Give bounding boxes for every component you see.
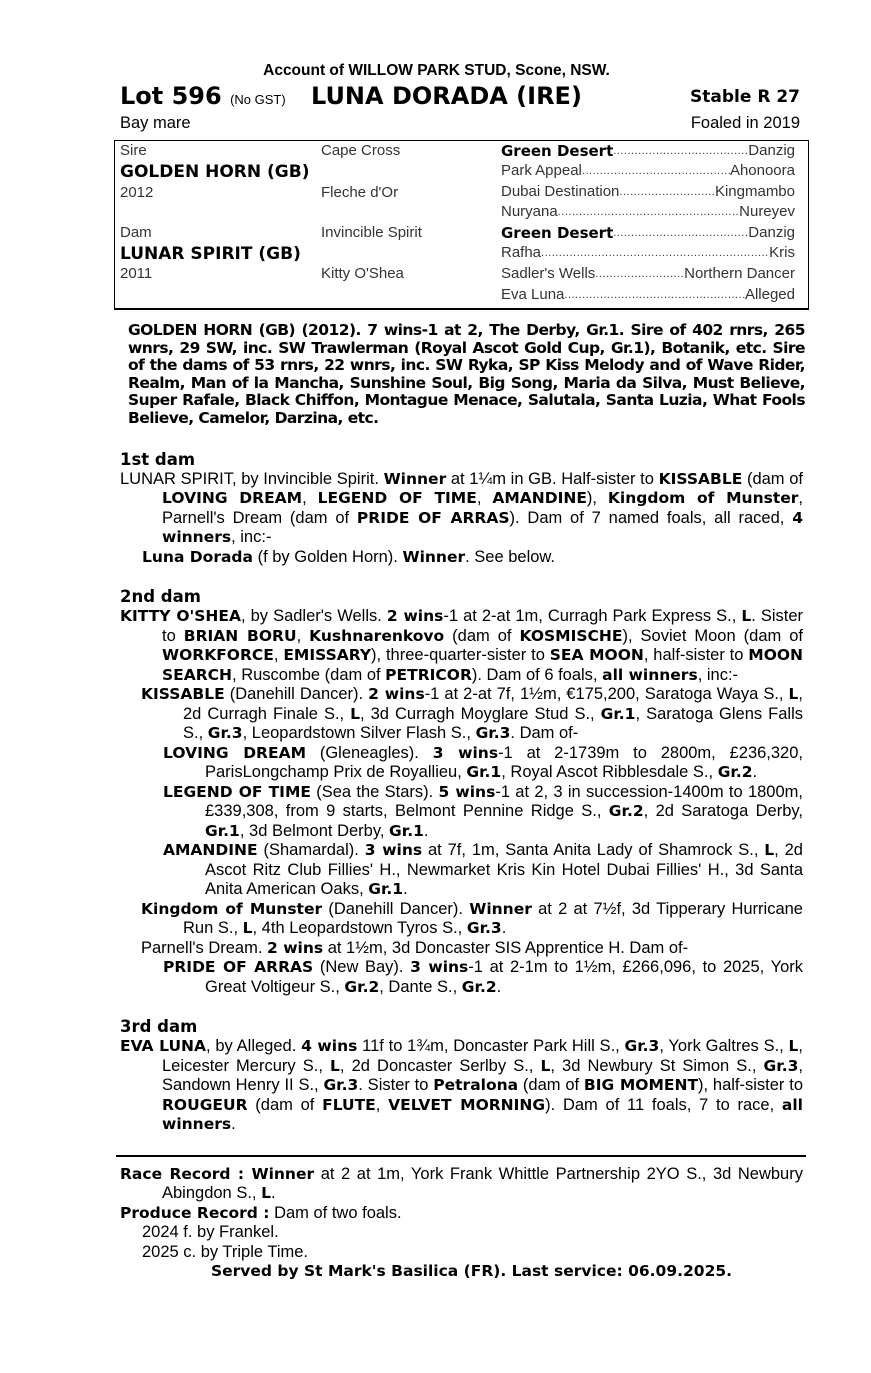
dot-leader xyxy=(582,162,730,179)
great-grandparent-name: Sadler's Wells xyxy=(501,265,596,282)
great-grandparent-sire: Kingmambo xyxy=(714,183,795,200)
great-grandparent-row xyxy=(501,162,795,179)
great-grandparent-name: Dubai Destination xyxy=(501,183,620,200)
produce-record: Produce Record : Dam of two foals. xyxy=(120,1203,402,1222)
dam-year: 2011 xyxy=(120,265,153,282)
dot-leader xyxy=(564,286,745,303)
great-grandparent-row xyxy=(501,286,795,303)
sire-dam: Fleche d'Or xyxy=(321,184,399,201)
dot-leader xyxy=(613,142,748,160)
title-row xyxy=(120,82,803,112)
sex-row xyxy=(120,112,803,136)
first-dam-entry: LUNAR SPIRIT, by Invincible Spirit. Winner at 1¼m in GB. Half-sister to KISSABLE (dam of LOVING DREAM, LEGEND OF TIME, AMANDINE), Kingdom of Munster, Parnell's Dream (dam of PRIDE OF ARRAS). Dam of 7 named foals, all raced, 4 winners, inc:- xyxy=(120,469,804,547)
great-grandparent-name: Park Appeal xyxy=(501,162,582,179)
great-grandparent-name: Nuryana xyxy=(501,203,558,220)
race-record: Race Record : Winner at 2 at 1m, York Frank Whittle Partnership 2YO S., 3d Newbury Abingdon S., L. xyxy=(120,1164,803,1203)
great-grandparent-row xyxy=(501,265,795,282)
sire-sire: Cape Cross xyxy=(321,142,401,159)
dot-leader xyxy=(619,183,715,200)
pedigree-table xyxy=(114,140,809,310)
legend-of-time-entry: LEGEND OF TIME (Sea the Stars). 5 wins-1 at 2, 3 in succession-1400m to 1800m, £339,308, from 9 starts, Belmont Pennine Ridge S., Gr.2, 2d Saratoga Derby, Gr.1, 3d Belmont Derby, Gr.1. xyxy=(163,782,804,840)
dam-label: Dam xyxy=(120,224,152,241)
great-grandparent-sire: Danzig xyxy=(748,224,795,241)
great-grandparent-sire: Northern Dancer xyxy=(684,265,795,282)
gst-note: (No GST) xyxy=(230,92,286,107)
first-dam-foal: Luna Dorada (f by Golden Horn). Winner. See below. xyxy=(142,547,556,566)
section-divider xyxy=(116,1155,806,1157)
parnells-dream-entry: Parnell's Dream. 2 wins at 1½m, 3d Doncaster SIS Apprentice H. Dam of- xyxy=(141,938,689,957)
catalogue-page xyxy=(120,62,803,1280)
sire-summary: GOLDEN HORN (GB) (2012). 7 wins-1 at 2, The Derby, Gr.1. Sire of 402 rnrs, 265 wnrs, 29 SW, inc. SW Trawlerman (Royal Ascot Gold Cup, Gr.1), Botanik, etc. Sire of the dams of 53 rnrs, 22 wnrs, inc. SW Ryka, SP Kiss Melody and of Wave Rider, Realm, Man of la Mancha, Sunshine Soul, Big Song, Maria da Silva, Must Believe, Super Rafale, Black Chiffon, Montague Menace, Salutala, Santa Luzia, What Fools Believe, Camelor, Darzina, etc. xyxy=(128,321,805,427)
great-grandparent-name: Green Desert xyxy=(501,142,614,160)
great-grandparent-row xyxy=(501,224,795,242)
lot-number xyxy=(120,82,286,110)
great-grandparent-row xyxy=(501,183,795,200)
foaled-year: Foaled in 2019 xyxy=(690,114,800,132)
great-grandparent-row xyxy=(501,244,795,261)
sire-year: 2012 xyxy=(120,184,154,201)
dot-leader xyxy=(541,244,769,261)
third-dam-heading: 3rd dam xyxy=(120,1017,198,1037)
sex-colour: Bay mare xyxy=(120,114,191,132)
first-dam-heading: 1st dam xyxy=(120,449,196,469)
great-grandparent-sire: Nureyev xyxy=(739,203,795,220)
great-grandparent-sire: Kris xyxy=(769,244,795,261)
kissable-entry: KISSABLE (Danehill Dancer). 2 wins-1 at 2-at 7f, 1½m, €175,200, Saratoga Waya S., L, 2d Curragh Finale S., L, 3d Curragh Moyglare Stud S., Gr.1, Saratoga Glens Falls S., Gr.3, Leopardstown Silver Flash S., Gr.3. Dam of- xyxy=(141,685,804,743)
great-grandparent-row xyxy=(501,203,795,220)
dot-leader xyxy=(613,224,748,242)
third-dam-entry: EVA LUNA, by Alleged. 4 wins 11f to 1¾m, Doncaster Park Hill S., Gr.3, York Galtres S., L, Leicester Mercury S., L, 2d Doncaster Serlby S., L, 3d Newbury St Simon S., Gr.3, Sandown Henry II S., Gr.3. Sister to Petralona (dam of BIG MOMENT), half-sister to ROUGEUR (dam of FLUTE, VELVET MORNING). Dam of 11 foals, 7 to race, all winners. xyxy=(120,1037,804,1134)
sire-name: GOLDEN HORN (GB) xyxy=(120,162,310,182)
great-grandparent-name: Eva Luna xyxy=(501,286,565,303)
horse-name: LUNA DORADA (IRE) xyxy=(311,82,582,110)
great-grandparent-sire: Alleged xyxy=(744,286,795,303)
amandine-entry: AMANDINE (Shamardal). 3 wins at 7f, 1m, Santa Anita Lady of Shamrock S., L, 2d Ascot Ritz Club Fillies' H., Newmarket Kris Kin Hotel Dubai Fillies' H., 3d Santa Anita American Oaks, Gr.1. xyxy=(163,841,803,899)
sire-label: Sire xyxy=(120,142,147,159)
great-grandparent-name: Rafha xyxy=(501,244,542,261)
dam-dam: Kitty O'Shea xyxy=(321,265,404,282)
pride-of-arras-entry: PRIDE OF ARRAS (New Bay). 3 wins-1 at 2-1m to 1½m, £266,096, to 2025, York Great Voltigeur S., Gr.2, Dante S., Gr.2. xyxy=(163,958,804,996)
great-grandparent-row xyxy=(501,142,795,160)
second-dam-entry: KITTY O'SHEA, by Sadler's Wells. 2 wins-1 at 2-at 1m, Curragh Park Express S., L. Sister to BRIAN BORU, Kushnarenkovo (dam of KOSMISCHE), Soviet Moon (dam of WORKFORCE, EMISSARY), three-quarter-sister to SEA MOON, half-sister to MOON SEARCH, Ruscombe (dam of PETRICOR). Dam of 6 foals, all winners, inc:- xyxy=(120,607,804,684)
loving-dream-entry: LOVING DREAM (Gleneagles). 3 wins-1 at 2-1739m to 2800m, £236,320, ParisLongchamp Prix de Royallieu, Gr.1, Royal Ascot Ribblesdale S., Gr.2. xyxy=(163,743,803,782)
dam-sire: Invincible Spirit xyxy=(321,224,422,241)
dam-name: LUNAR SPIRIT (GB) xyxy=(120,244,301,264)
dot-leader xyxy=(558,203,739,220)
vendor-account: Account of WILLOW PARK STUD, Scone, NSW. xyxy=(263,62,610,79)
great-grandparent-name: Green Desert xyxy=(501,224,614,242)
lot-label: Lot 596 xyxy=(120,82,222,110)
served-by-note: Served by St Mark's Basilica (FR). Last service: 06.09.2025. xyxy=(210,1262,733,1281)
stable-number: Stable R 27 xyxy=(690,87,800,107)
produce-foal-2: 2025 c. by Triple Time. xyxy=(142,1242,308,1261)
second-dam-heading: 2nd dam xyxy=(120,587,201,607)
kingdom-of-munster-entry: Kingdom of Munster (Danehill Dancer). Winner at 2 at 7½f, 3d Tipperary Hurricane Run S., L, 4th Leopardstown Tyros S., Gr.3. xyxy=(141,899,803,938)
great-grandparent-sire: Ahonoora xyxy=(729,162,795,179)
great-grandparent-sire: Danzig xyxy=(748,142,795,159)
dot-leader xyxy=(595,265,684,282)
produce-foal-1: 2024 f. by Frankel. xyxy=(142,1223,279,1242)
